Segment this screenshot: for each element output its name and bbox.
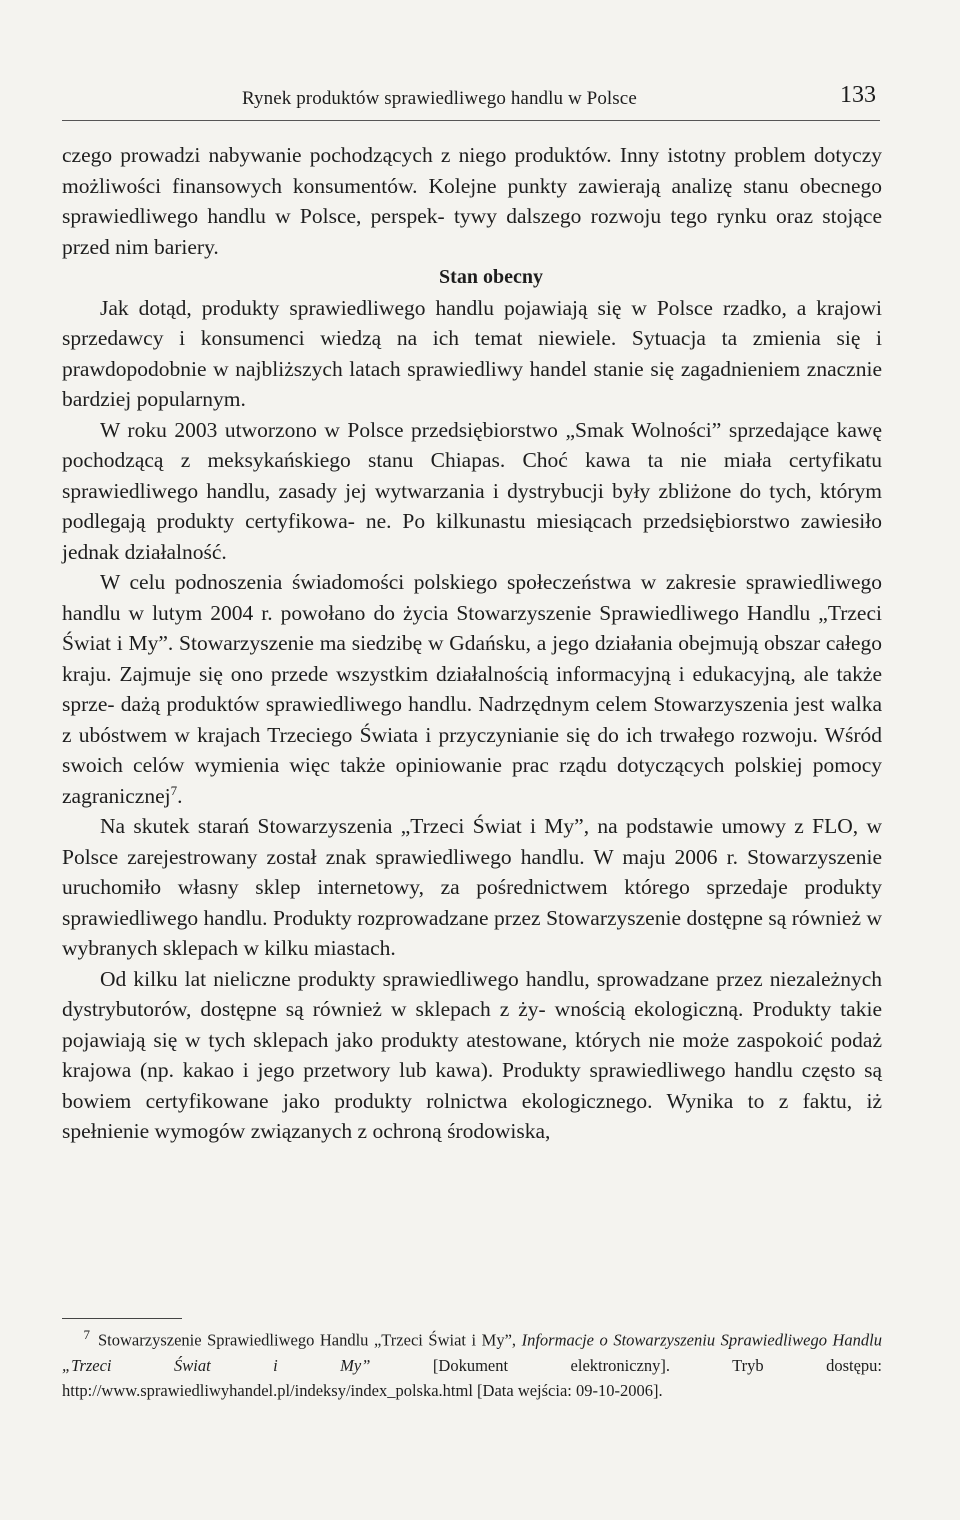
paragraph-with-footnote (62, 567, 882, 811)
paragraph-continuation: czego prowadzi nabywanie pochodzących z niego produktów. Inny istotny problem dotyczy możliwości finansowych konsumentów. Kolejne punkty zawierają analizę stanu obecnego sprawiedliwego handlu w Polsce, perspek- tywy dalszego rozwoju tego rynku oraz stojące przed nim bariery. (62, 143, 882, 259)
body-text (62, 140, 882, 1147)
paragraph-end: . (177, 783, 183, 808)
running-title: Rynek produktów sprawiedliwego handlu w Polsce (242, 88, 637, 109)
footnote (62, 1322, 882, 1403)
footnote-separator (62, 1318, 182, 1319)
footnote-number: 7 (83, 1327, 90, 1342)
paragraph-text: W celu podnoszenia świadomości polskiego społeczeństwa w zakresie sprawiedliwego handlu w lutym 2004 r. powołano do życia Stowarzyszenie Sprawiedliwego Handlu „Trzeci Świat i My”. Stowarzyszenie ma siedzibę w Gdańsku, a jego działania obejmują obszar całego kraju. Zajmuje się ono przede wszystkim działalnością informacyjną i edukacyjną, ale także sprze- dażą produktów sprawiedliwego handlu. Nadrzędnym celem Stowarzyszenia jest walka z ubóstwem w krajach Trzeciego Świata i przyczynianie się do ich trwałego rozwoju. Wśród swoich celów wymienia więc także opiniowanie prac rządu dotyczących polskiej pomocy zagranicznej (62, 570, 882, 808)
paragraph: Na skutek starań Stowarzyszenia „Trzeci Świat i My”, na podstawie umowy z FLO, w Polsce zarejestrowany został znak sprawiedliwego handlu. W maju 2006 r. Stowarzyszenie uruchomiło własny sklep internetowy, za pośrednictwem którego sprzedaje produkty sprawiedliwego handlu. Produkty rozprowadzane przez Stowarzyszenie dostępne są również w wybranych sklepach w kilku miastach. (62, 814, 882, 960)
footnote-reference: 7 (170, 782, 178, 798)
footnote-italic-title: Informacje o Stowarzyszeniu Sprawiedliwego Handlu „Trzeci Świat i My” (62, 1330, 882, 1375)
paragraph: Od kilku lat nieliczne produkty sprawiedliwego handlu, sprowadzane przez niezależnych dystrybutorów, dostępne są również w sklepach z ży- wnością ekologiczną. Produkty takie pojawiają się w tych sklepach jako produkty atestowane, których nie może zaspokoić podaż krajowa (np. kakao i jego przetwory lub kawa). Produkty sprawiedliwego handlu często są bowiem certyfikowane jako produkty rolnictwa ekologicznego. Wynika to z faktu, iż spełnienie wymogów związanych z ochroną środowiska, (62, 966, 882, 1143)
footnote-part-b: [Dokument elektroniczny]. Tryb dostępu: http://www.sprawiedliwyhandel.pl/indeksy/index_polska.html [Data wejścia: 09-10-2006]. (62, 1355, 883, 1400)
footnote-part-a: Stowarzyszenie Sprawiedliwego Handlu „Trzeci Świat i My”, (98, 1330, 517, 1350)
page-number: 133 (840, 82, 876, 108)
paragraph: Jak dotąd, produkty sprawiedliwego handlu pojawiają się w Polsce rzadko, a krajowi sprzedawcy i konsumenci wiedzą na ich temat niewiele. Sytuacja ta zmienia się i prawdopodobnie w najbliższych latach sprawiedliwy handel stanie się zagadnieniem znacznie bardziej popularnym. (62, 295, 882, 411)
running-header (62, 84, 880, 121)
section-heading: Stan obecny (439, 266, 543, 288)
footnote-text (62, 1322, 882, 1403)
paragraph: W roku 2003 utworzono w Polsce przedsiębiorstwo „Smak Wolności” sprzedające kawę pochodzącą z meksykańskiego stanu Chiapas. Choć kawa ta nie miała certyfikatu sprawiedliwego handlu, zasady jej wytwarzania i dystrybucji były zbliżone do tych, którym podlegają produkty certyfikowa- ne. Po kilkunastu miesiącach przedsiębiorstwo zawiesiło jednak działalność. (62, 417, 882, 564)
